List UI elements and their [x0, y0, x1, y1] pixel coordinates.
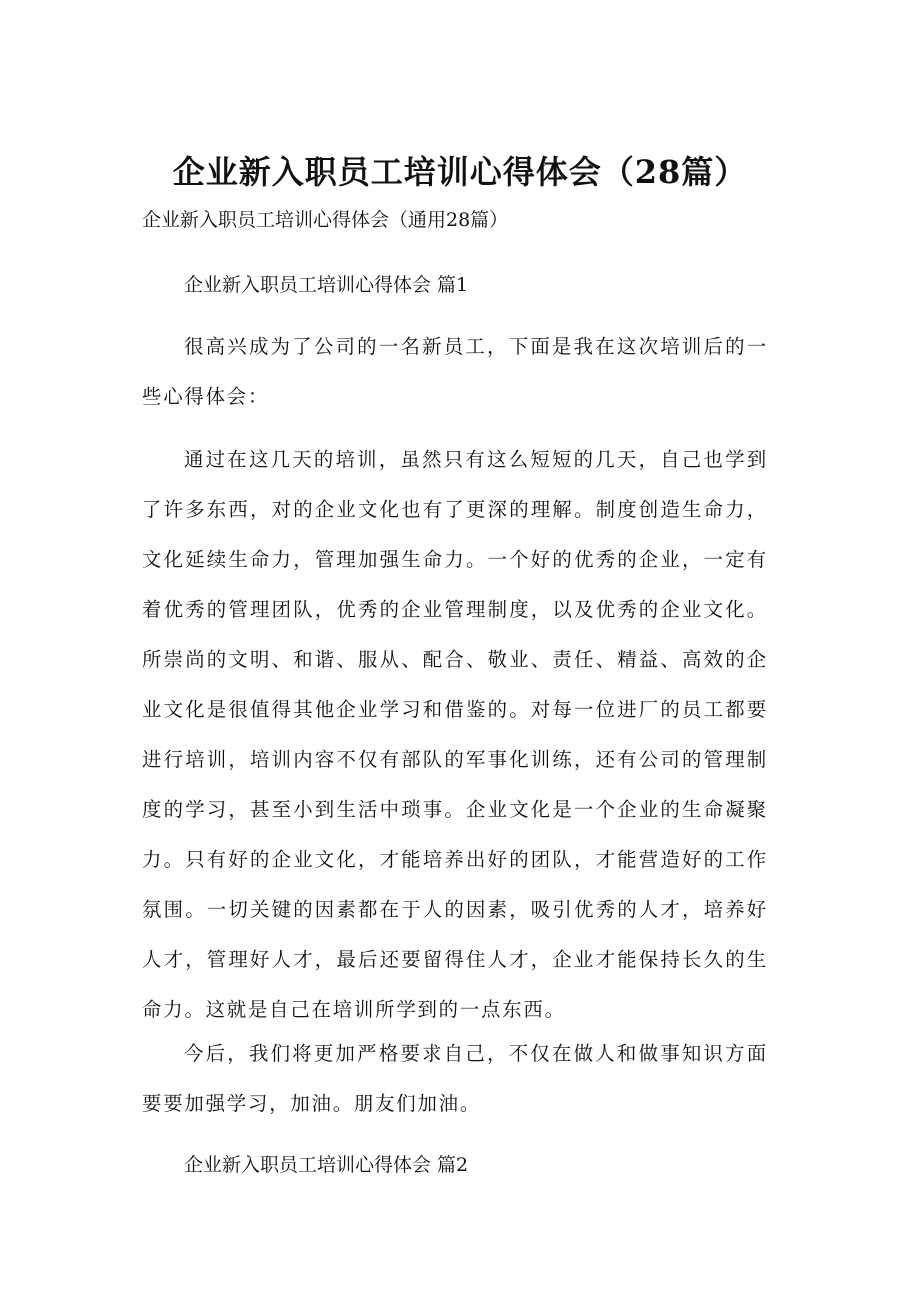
section-heading-2: 企业新入职员工培训心得体会 篇2 [184, 1154, 469, 1176]
paragraph-body: 通过在这几天的培训，虽然只有这么短短的几天，自己也学到了许多东西，对的企业文化也有了更深的理解。制度创造生命力，文化延续生命力，管理加强生命力。一个好的优秀的企业，一定有着优秀的管理团队，优秀的企业管理制度，以及优秀的企业文化。所崇尚的文明、和谐、服从、配合、敬业、责任、精益、高效的企业文化是很值得其他企业学习和借鉴的。对每一位进厂的员工都要进行培训，培训内容不仅有部队的军事化训练，还有公司的管理制度的学习，甚至小到生活中琐事。企业文化是一个企业的生命凝聚力。只有好的企业文化，才能培养出好的团队，才能营造好的工作氛围。一切关键的因素都在于人的因素，吸引优秀的人才，培养好人才，管理好人才，最后还要留得住人才，企业才能保持长久的生命力。这就是自己在培训所学到的一点东西。 [142, 448, 768, 1021]
document-subtitle: 企业新入职员工培训心得体会（通用28篇） [142, 209, 509, 231]
document-title: 企业新入职员工培训心得体会（28篇） [172, 153, 748, 191]
section-heading-1: 企业新入职员工培训心得体会 篇1 [184, 274, 469, 296]
paragraph-intro: 很高兴成为了公司的一名新员工，下面是我在这次培训后的一些心得体会： [142, 335, 768, 408]
paragraph-closing: 今后，我们将更加严格要求自己，不仅在做人和做事知识方面要要加强学习，加油。朋友们加油。 [142, 1042, 768, 1115]
